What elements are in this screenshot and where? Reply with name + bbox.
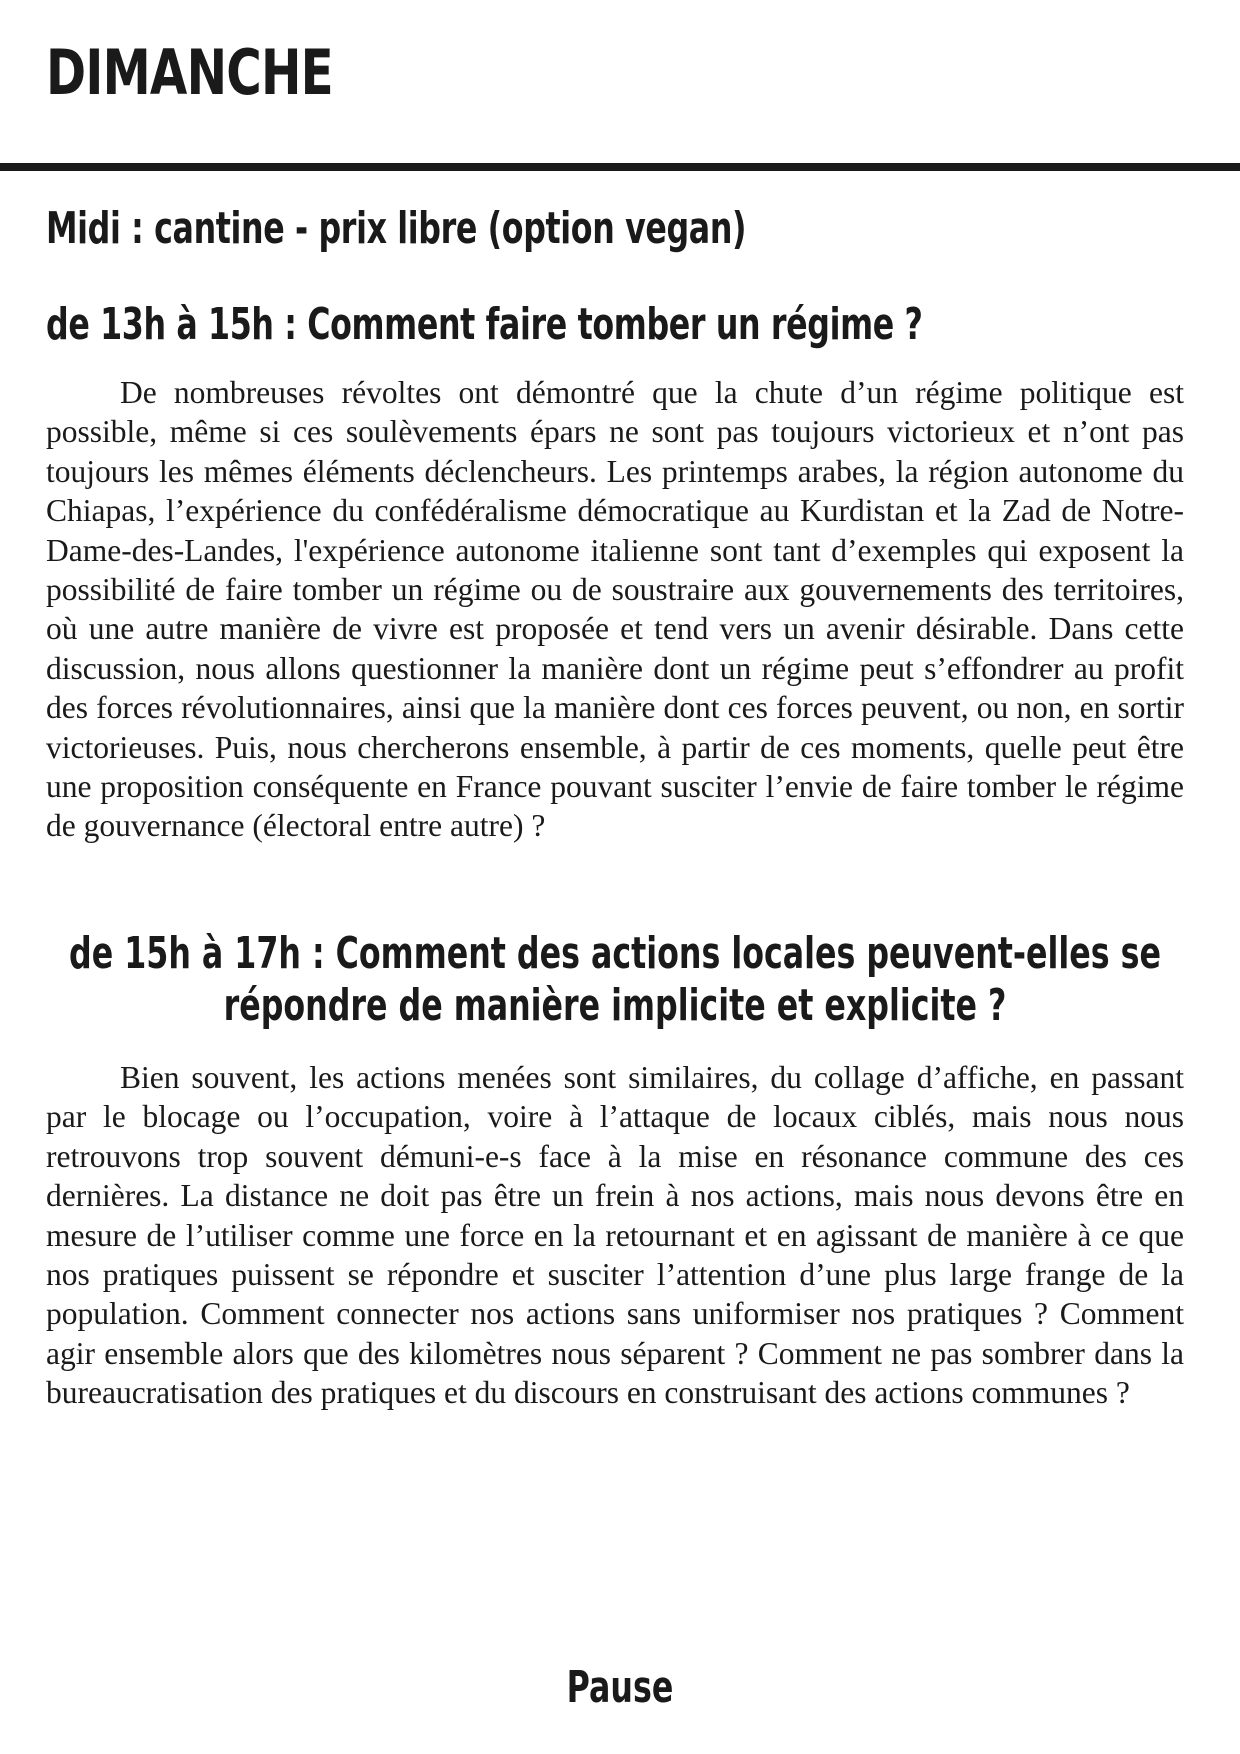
program-content [46, 205, 1184, 1413]
talk1-description: De nombreuses révoltes ont démontré que la chute d’un régime politique est possible, même si ces soulèvements épars ne sont pas toujours victorieux et n’ont pas toujours les mêmes éléments déclencheurs. Les printemps arabes, la région autonome du Chiapas, l’expérience du confédéralisme démocratique au Kurdistan et la Zad de Notre-Dame-des-Landes, l'expérience autonome italienne sont tant d’exemples qui exposent la possibilité de faire tomber un régime ou de soustraire aux gouvernements des territoires, où une autre manière de vivre est proposée et tend vers un avenir désirable. Dans cette discussion, nous allons questionner la manière dont un régime peut s’effondrer au profit des forces révolutionnaires, ainsi que la manière dont ces forces peuvent, ou non, en sortir victorieuses. Puis, nous chercherons ensemble, à partir de ces moments, quelle peut être une proposition conséquente en France pouvant susciter l’envie de faire tomber le régime de gouvernance (électoral entre autre) ? [46, 375, 1184, 844]
title-divider [0, 163, 1240, 171]
lunch-heading: Midi : cantine - prix libre (option vegan) [46, 203, 747, 254]
talk1-heading: de 13h à 15h : Comment faire tomber un régime ? [46, 299, 923, 350]
pause-label: Pause [566, 1662, 674, 1713]
talk2-heading: de 15h à 17h : Comment des actions locales peuvent-elles se répondre de manière implicite et explicite ? [69, 927, 1161, 1031]
page-title: DIMANCHE [46, 36, 333, 109]
talk2-description: Bien souvent, les actions menées sont similaires, du collage d’affiche, en passant par le blocage ou l’occupation, voire à l’attaque de locaux ciblés, mais nous nous retrouvons trop souvent démuni-e-s face à la mise en résonance commune des ces dernières. La distance ne doit pas être un frein à nos actions, mais nous devons être en mesure de l’utiliser comme une force en la retournant et en agissant de manière à ce que nos pratiques puissent se répondre et susciter l’attention d’une plus large frange de la population. Comment connecter nos actions sans uniformiser nos pratiques ? Comment agir ensemble alors que des kilomètres nous séparent ? Comment ne pas sombrer dans la bureaucratisation des pratiques et du discours en construisant des actions communes ? [46, 1059, 1184, 1411]
